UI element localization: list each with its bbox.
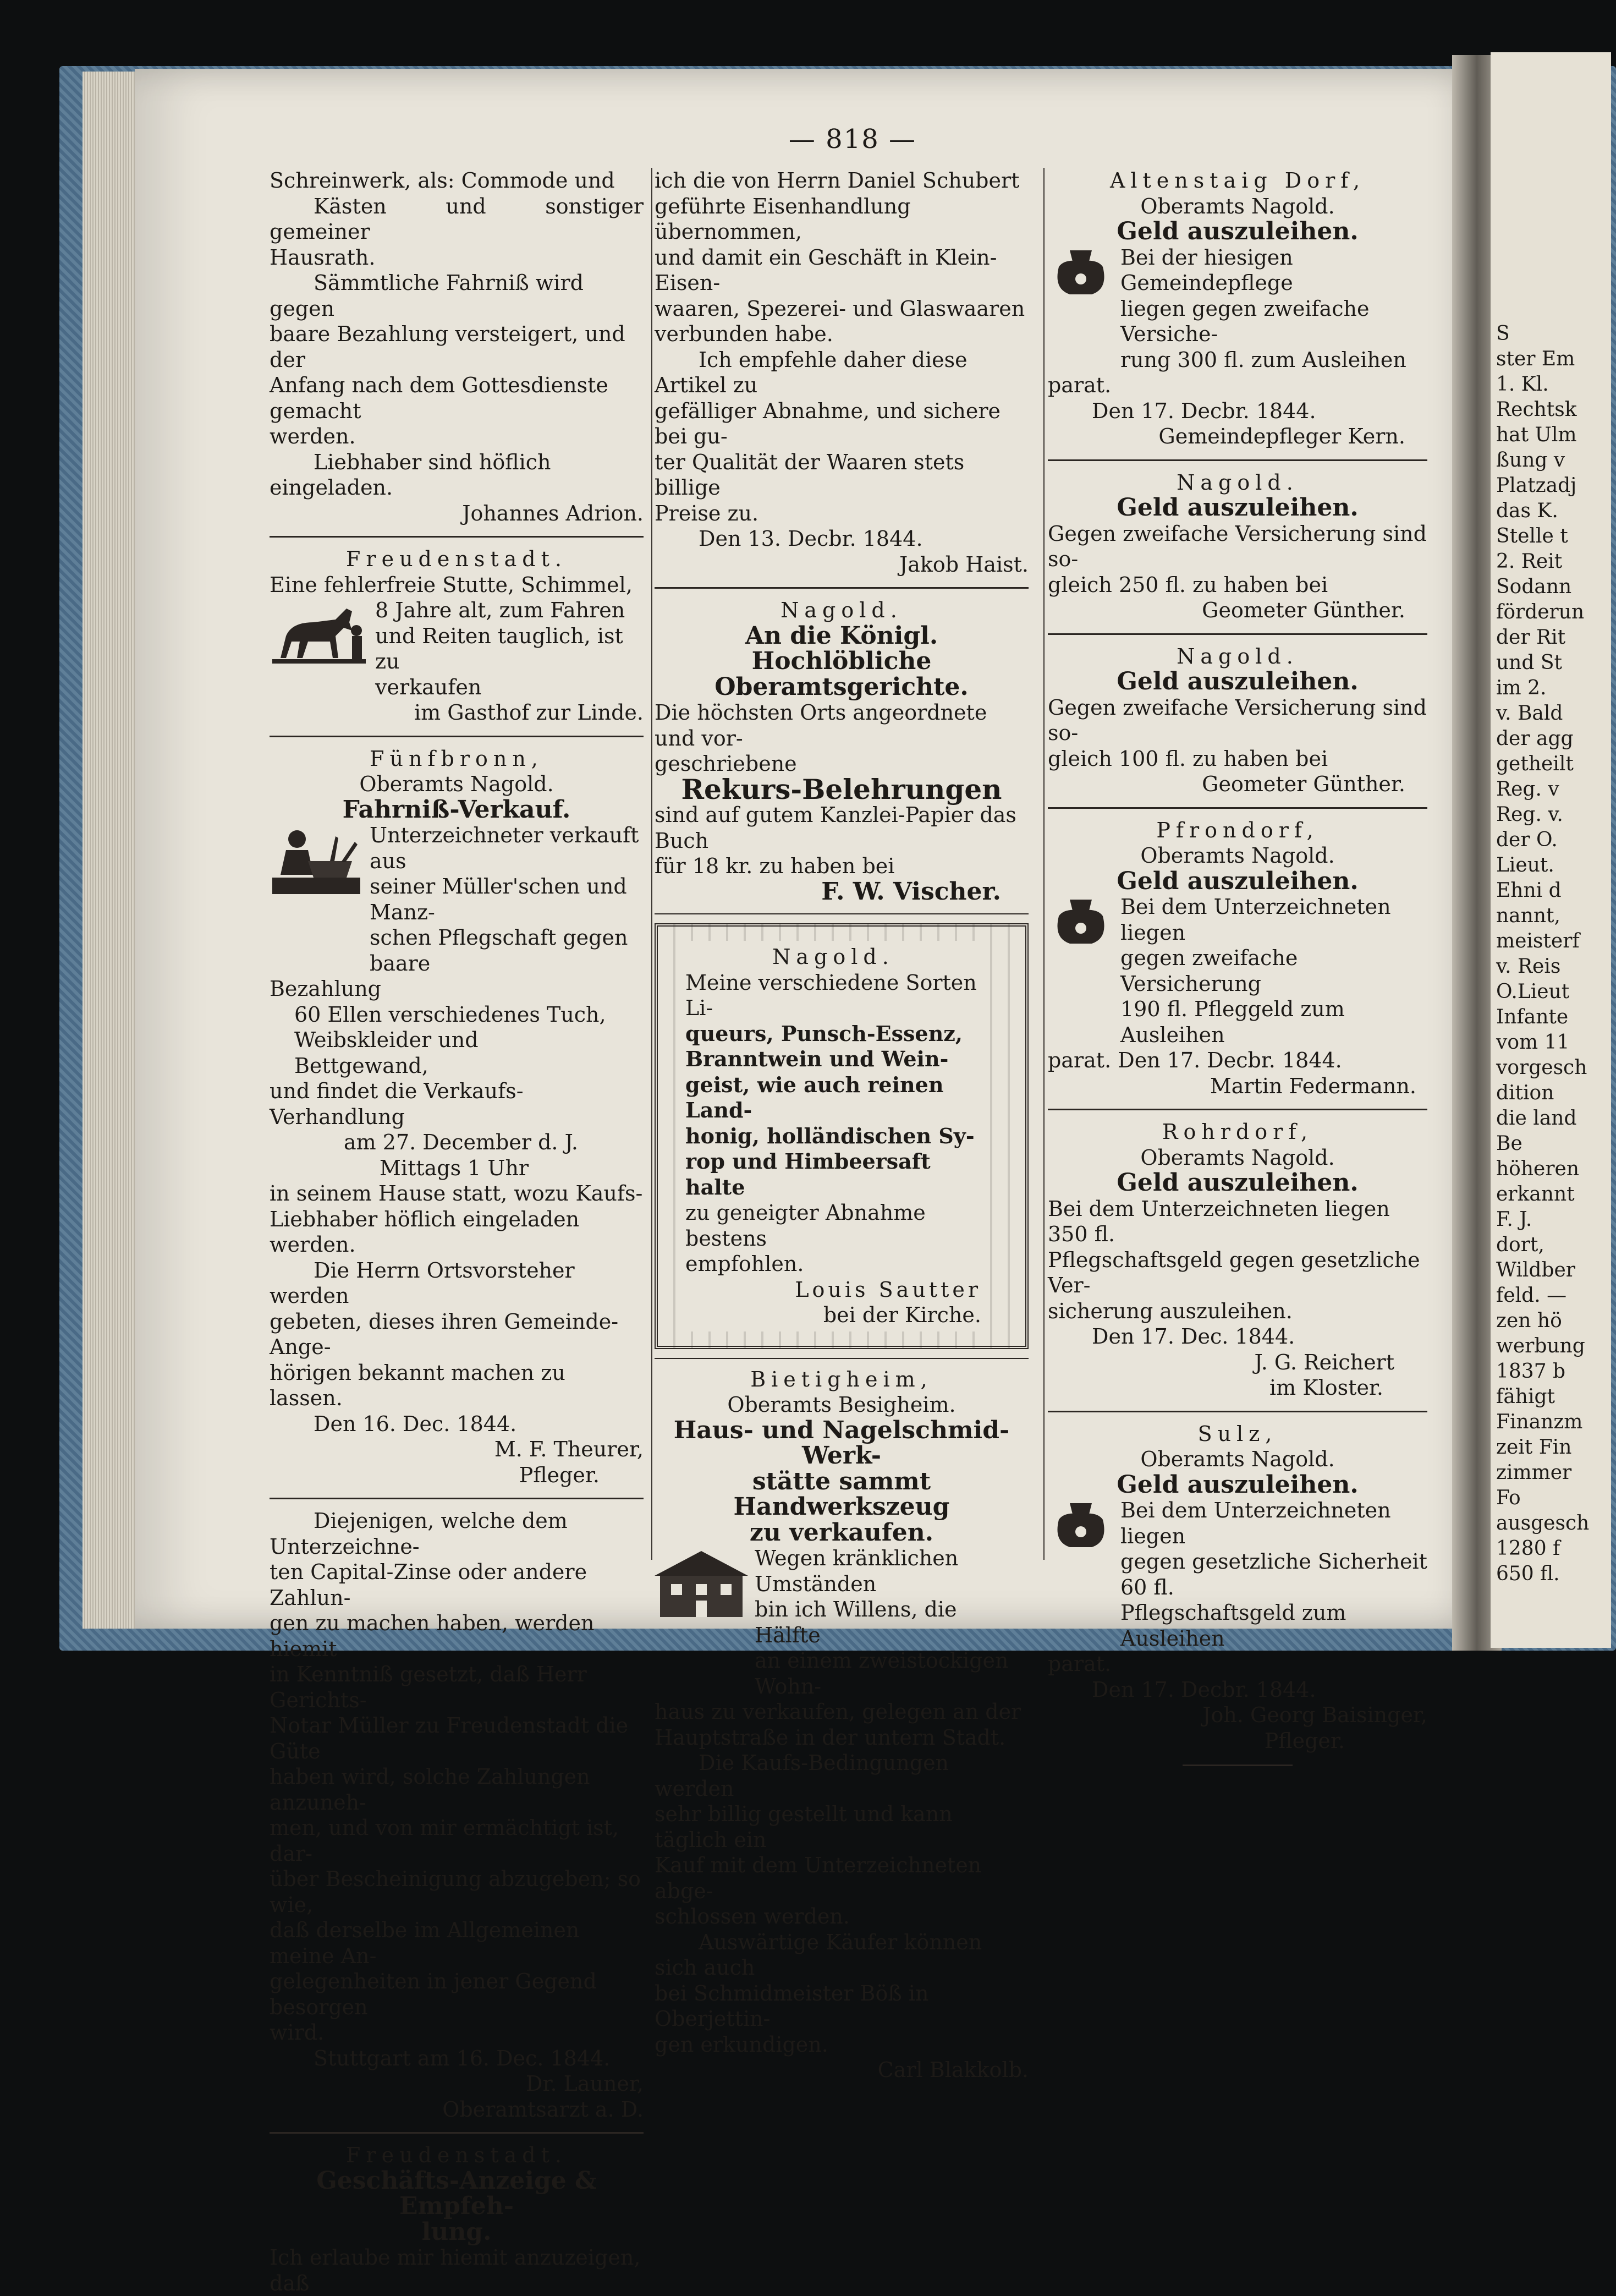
ad-place: Sulz, (1197, 1421, 1278, 1446)
divider (270, 736, 644, 737)
facing-page-fragment: Fo (1496, 1487, 1521, 1509)
text-line: gegen gesetzliche Sicherheit 60 fl. (1120, 1549, 1427, 1599)
text-line: Den 13. Decbr. 1844. (699, 527, 923, 551)
facing-page-fragment: Lieut. (1496, 854, 1554, 876)
text-line: gen erkundigen. (655, 2032, 828, 2057)
facing-page-fragment: dort, (1496, 1234, 1544, 1256)
text-line: über Bescheinigung abzugeben; so wie, (270, 1867, 641, 1917)
text-line: Ich empfehle daher diese Artikel zu (655, 347, 968, 397)
facing-page (1491, 52, 1611, 1648)
facing-page-fragment: das K. (1496, 500, 1558, 522)
divider (1048, 1109, 1427, 1110)
text-line: parat. Den 17. Decbr. 1844. (1048, 1048, 1342, 1072)
text-line: rung 300 fl. zum Ausleihen (1120, 347, 1406, 372)
ad-place: Fünfbronn, (370, 746, 543, 771)
ad-title: stätte sammt Handwerkszeug (733, 1467, 950, 1521)
text-line: am 27. December d. J. (344, 1130, 578, 1154)
ad-subplace: Oberamts Nagold. (1140, 1145, 1335, 1170)
ad-body (270, 823, 644, 976)
facing-page-fragment: zimmer (1496, 1461, 1572, 1484)
ad-title: Geld auszuleihen. (1117, 667, 1359, 695)
ad-title: lung. (421, 2217, 492, 2246)
ad-place: Bietigheim, (750, 1367, 933, 1391)
text-line: gleich 100 fl. zu haben bei (1048, 746, 1328, 771)
text-line: geist, wie auch reinen Land- (685, 1072, 944, 1122)
ad-title: zu verkaufen. (749, 1518, 934, 1547)
divider (655, 913, 1029, 914)
facing-page-fragment: 1837 b (1496, 1360, 1566, 1383)
text-line: Branntwein und Wein- (685, 1046, 949, 1071)
ad-title: Oberamtsgerichte. (714, 672, 969, 701)
text-line: Kauf mit dem Unterzeichneten abge- (655, 1853, 982, 1903)
ad-body (655, 1546, 1029, 1699)
text-line: men, und von mir ermächtigt ist, dar- (270, 1816, 619, 1866)
divider (655, 1358, 1029, 1359)
text-line: Den 17. Decbr. 1844. (1092, 1677, 1316, 1702)
ad-text (375, 598, 644, 700)
facing-page-fragment: Reg. v (1496, 778, 1559, 801)
facing-page-fragment: erkannt (1496, 1183, 1575, 1205)
text-line: in seinem Hause statt, wozu Kaufs- (270, 1181, 643, 1205)
text-line: Auswärtige Käufer können sich auch (655, 1930, 982, 1980)
text-line: baare Bezahlung versteigert, und der (270, 322, 625, 372)
facing-page-fragment: getheilt (1496, 753, 1574, 775)
text-line: Stuttgart am 16. Dec. 1844. (314, 2046, 611, 2070)
facing-page-fragment: Infante (1496, 1006, 1569, 1028)
ad-place: Pfrondorf, (1156, 818, 1319, 842)
text-line: sind auf gutem Kanzlei-Papier das Buch (655, 803, 1016, 853)
facing-page-fragment: hat Ulm (1496, 424, 1577, 446)
facing-page-fragment: Be (1496, 1132, 1522, 1155)
text-line: Ich erlaube mir hiemit anzuzeigen, daß (270, 2245, 641, 2295)
text-line: gelegenheiten in jener Gegend besorgen (270, 1969, 597, 2019)
text-line: bei Schmidmeister Böß in Oberjettin- (655, 1981, 929, 2031)
ad-body (1048, 245, 1427, 373)
text-line: und damit ein Geschäft in Klein-Eisen- (655, 245, 997, 295)
facing-page-fragment: v. Reis (1496, 955, 1561, 978)
facing-page-fragment: O.Lieut (1496, 980, 1570, 1003)
text-line: Notar Müller zu Freudenstadt die Güte (270, 1713, 629, 1763)
facing-page-fragment: ausgesch (1496, 1512, 1590, 1535)
ad-place: Rohrdorf, (1162, 1120, 1313, 1144)
ad-place: Nagold. (1177, 644, 1299, 668)
text-line: Den 17. Decbr. 1844. (1092, 398, 1316, 423)
text-line: queurs, Punsch-Essenz, (685, 1021, 963, 1046)
ad-place: Freudenstadt. (346, 2143, 567, 2167)
text-line: werden. (270, 424, 356, 448)
facing-page-fragment: Sodann (1496, 576, 1572, 598)
ad-headline: Rekurs-Belehrungen (681, 772, 1002, 805)
ad-text (1120, 245, 1427, 373)
text-line: Bei der hiesigen Gemeindepflege (1120, 245, 1293, 295)
ad-body (270, 598, 644, 700)
facing-page-fragment: werbung (1496, 1335, 1585, 1357)
facing-page-fragment: Finanzm (1496, 1411, 1583, 1433)
text-line: hörigen bekannt machen zu lassen. (270, 1360, 565, 1410)
facing-page-fragment: dition (1496, 1082, 1554, 1104)
ad-text (1120, 1498, 1427, 1651)
text-line: Pflegschaftsgeld gegen gesetzliche Ver- (1048, 1247, 1420, 1297)
facing-page-fragment: v. Bald (1496, 702, 1563, 725)
facing-page-fragment: 1. Kl. (1496, 373, 1549, 396)
text-line: und findet die Verkaufs-Verhandlung (270, 1079, 524, 1129)
text-line: gebeten, dieses ihren Gemeinde-Ange- (270, 1309, 619, 1359)
divider (270, 536, 644, 538)
divider (270, 1498, 644, 1499)
signature: Geometer Günther. (1202, 772, 1405, 796)
text-line: honig, holländischen Sy- (685, 1123, 975, 1148)
craftsman-icon (270, 823, 363, 976)
facing-page-fragment: fähigt (1496, 1385, 1555, 1408)
text-line: Meine verschiedene Sorten Li- (685, 970, 977, 1020)
divider (1048, 807, 1427, 809)
signature: Carl Blakkolb. (877, 2058, 1029, 2082)
signature: Gemeindepfleger Kern. (1158, 424, 1405, 448)
ad-title: Haus- und Nagelschmid-Werk- (673, 1416, 1010, 1470)
money-bag-icon (1048, 1498, 1114, 1651)
signature: bei der Kirche. (823, 1303, 981, 1327)
text-line: Liebhaber sind höflich eingeladen. (270, 450, 551, 500)
facing-page-fragment: zen hö (1496, 1309, 1562, 1332)
divider (1048, 633, 1427, 635)
facing-page-fragment: im 2. (1496, 677, 1547, 699)
facing-page-fragment: vorgesch (1496, 1056, 1587, 1079)
ad-text (1120, 894, 1427, 1048)
money-bag-icon (1048, 245, 1114, 373)
facing-page-fragment: feld. — (1496, 1284, 1567, 1307)
text-line: liegen gegen zweifache Versiche- (1120, 296, 1370, 346)
text-line: Bettgewand, (294, 1053, 428, 1078)
text-line: Bezahlung (270, 977, 381, 1001)
text-line: Eine fehlerfreie Stutte, Schimmel, (270, 572, 633, 597)
signature: J. G. Reichert (1254, 1350, 1394, 1374)
money-bag-icon (1048, 894, 1114, 1048)
text-line: parat. (1048, 373, 1112, 397)
facing-page-fragment: die land (1496, 1107, 1577, 1130)
text-line: gen zu machen haben, werden hiemit (270, 1611, 595, 1661)
facing-page-fragment: 2. Reit (1496, 550, 1563, 573)
text-line: Weibskleider und (294, 1028, 479, 1052)
ad-subplace: Oberamts Nagold. (359, 772, 554, 796)
text-line: daß derselbe im Allgemeinen meine An- (270, 1918, 580, 1968)
text-line: Kästen und sonstiger gemeiner (270, 194, 644, 244)
ad-title: Geld auszuleihen. (1117, 217, 1359, 245)
facing-page-fragment: Ehni d (1496, 879, 1562, 902)
text-line: zu geneigter Abnahme bestens (685, 1201, 926, 1251)
text-line: schlossen werden. (655, 1904, 850, 1928)
signature: im Kloster. (1269, 1376, 1383, 1400)
text-line: sicherung auszuleihen. (1048, 1298, 1293, 1323)
column-rule (651, 168, 652, 1560)
text-line: Bei dem Unterzeichneten liegen (1120, 895, 1391, 945)
text-line: Liebhaber höflich eingeladen werden. (270, 1207, 580, 1257)
ad-title: Geld auszuleihen. (1117, 1470, 1359, 1499)
text-line: und Reiten tauglich, ist zu (375, 623, 623, 673)
facing-page-fragment: Platzadj (1496, 474, 1577, 497)
column-rule (1043, 168, 1045, 1560)
facing-page-fragment: meisterf (1496, 930, 1580, 952)
divider (655, 587, 1029, 589)
text-line: Hauptstraße in der untern Stadt. (655, 1725, 1006, 1750)
text-line: Wegen kränklichen Umständen (755, 1546, 959, 1596)
text-line: Diejenigen, welche dem Unterzeichne- (270, 1509, 568, 1559)
text-line: in Kenntniß gesetzt, daß Herr Gerichts- (270, 1662, 587, 1712)
ad-title: An die Königl. Hochlöbliche (745, 621, 938, 675)
text-line: schen Pflegschaft gegen baare (370, 925, 628, 976)
text-line: wird. (270, 2020, 325, 2045)
signature: Pfleger. (1264, 1728, 1345, 1753)
text-line: geführte Eisenhandlung übernommen, (655, 194, 911, 244)
ad-text (755, 1546, 1029, 1699)
signature: Louis Sautter (795, 1277, 981, 1302)
signature: Pfleger. (519, 1462, 600, 1487)
signature: Joh. Georg Baisinger, (1202, 1703, 1427, 1727)
text-line: haben wird, solche Zahlungen anzuneh- (270, 1765, 590, 1815)
facing-page-fragment: F. J. (1496, 1208, 1532, 1231)
facing-page-fragment: Wildber (1496, 1259, 1575, 1281)
facing-page-fragment: der O. (1496, 829, 1558, 851)
text-line: im Gasthof zur Linde. (414, 700, 644, 725)
signature: Dr. Launer, (525, 2072, 644, 2096)
text-line: Sämmtliche Fahrniß wird gegen (270, 271, 584, 321)
ad-subplace: Oberamts Nagold. (1140, 194, 1335, 218)
text-line: ich die von Herrn Daniel Schubert (655, 168, 1020, 193)
text-line: Pflegschaftsgeld zum Ausleihen (1120, 1601, 1346, 1651)
column-2 (655, 168, 1029, 2083)
text-line: Schreinwerk, als: Commode und (270, 168, 615, 193)
text-line: waaren, Spezerei- und Glaswaaren (655, 296, 1025, 321)
signature: Jakob Haist. (899, 552, 1029, 577)
ad-place: Freudenstadt. (346, 547, 567, 571)
ad-place: Nagold. (1177, 470, 1299, 495)
text-line: an einem zweistockigen Wohn- (755, 1648, 1009, 1698)
signature: Martin Federmann. (1210, 1073, 1416, 1098)
text-line: für 18 kr. zu haben bei (655, 854, 895, 878)
facing-page-fragment: Stelle t (1496, 525, 1568, 547)
text-line: Gegen zweifache Versicherung sind so- (1048, 521, 1427, 571)
ad-subplace: Oberamts Nagold. (1140, 1447, 1335, 1471)
signature: M. F. Theurer, (494, 1437, 644, 1461)
facing-page-fragment: nannt, (1496, 905, 1560, 927)
text-line: gegen zweifache Versicherung (1120, 946, 1298, 996)
ad-title: Geschäfts-Anzeige & Empfeh- (316, 2166, 597, 2220)
text-line: verkaufen (375, 675, 482, 699)
divider (1048, 459, 1427, 461)
facing-page-fragment: ßung v (1496, 449, 1565, 472)
text-line: ten Capital-Zinse oder andere Zahlun- (270, 1560, 587, 1610)
column-1 (270, 168, 644, 2296)
text-line: Gegen zweifache Versicherung sind so- (1048, 695, 1427, 745)
signature: Geometer Günther. (1202, 598, 1405, 622)
ad-subplace: Oberamts Besigheim. (727, 1393, 956, 1417)
divider (270, 2132, 644, 2134)
text-line: seiner Müller'schen und Manz- (370, 874, 627, 924)
text-line: Den 17. Dec. 1844. (1092, 1324, 1295, 1349)
facing-page-fragment: Reg. v. (1496, 803, 1563, 826)
ad-subplace: Oberamts Nagold. (1140, 843, 1335, 868)
text-line: Hausrath. (270, 245, 376, 270)
text-line: ter Qualität der Waaren stets billige (655, 450, 965, 500)
text-line: geschriebene (655, 752, 797, 776)
text-line: Unterzeichneter verkauft aus (370, 823, 639, 873)
text-line: Den 16. Dec. 1844. (314, 1411, 517, 1436)
text-line: empfohlen. (685, 1252, 804, 1276)
text-line: sehr billig gestellt und kann täglich ein (655, 1802, 953, 1852)
text-line: 60 Ellen verschiedenes Tuch, (294, 1002, 606, 1027)
facing-page-fragment: zeit Fin (1496, 1436, 1572, 1459)
text-line: Die höchsten Orts angeordnete und vor- (655, 700, 987, 750)
facing-page-fragment: förderun (1496, 601, 1585, 623)
divider (1048, 1411, 1427, 1412)
facing-page-fragment: höheren (1496, 1158, 1580, 1180)
ad-title: Fahrniß-Verkauf. (342, 795, 571, 824)
facing-page-fragment: 650 fl. (1496, 1563, 1560, 1585)
end-rule (1183, 1765, 1293, 1766)
facing-page-fragment: Rechtsk (1496, 398, 1577, 421)
text-line: 8 Jahre alt, zum Fahren (375, 598, 625, 622)
signature: Johannes Adrion. (462, 501, 644, 525)
house-icon (655, 1546, 748, 1699)
facing-page-fragment: 1280 f (1496, 1537, 1560, 1560)
column-3 (1048, 168, 1427, 1766)
ad-place: Nagold. (780, 598, 903, 622)
ad-body (1048, 1498, 1427, 1651)
ornamental-frame (655, 923, 1029, 1349)
ad-title: Geld auszuleihen. (1117, 867, 1359, 895)
ad-body (1048, 894, 1427, 1048)
text-line: Bei dem Unterzeichneten liegen (1120, 1498, 1391, 1548)
text-line: gefälliger Abnahme, und sichere bei gu- (655, 398, 1001, 448)
text-line: haus zu verkaufen, gelegen an der (655, 1700, 1021, 1724)
text-line: gleich 250 fl. zu haben bei (1048, 572, 1328, 597)
text-line: 190 fl. Pfleggeld zum Ausleihen (1120, 997, 1345, 1047)
text-line: Mittags 1 Uhr (380, 1155, 529, 1180)
text-line: Bei dem Unterzeichneten liegen 350 fl. (1048, 1196, 1390, 1246)
text-line: rop und Himbeersaft halte (685, 1149, 931, 1199)
facing-page-fragment: ster Em (1496, 348, 1575, 370)
facing-page-fragment: und St (1496, 651, 1562, 674)
text-line: Anfang nach dem Gottesdienste gemacht (270, 373, 608, 423)
facing-page-fragment: vom 11 (1496, 1031, 1570, 1054)
horse-icon (270, 598, 369, 700)
text-line: parat. (1048, 1652, 1112, 1676)
page-number: — 818 — (788, 124, 917, 155)
facing-page-fragment: S (1496, 322, 1510, 345)
signature: Oberamtsarzt a. D. (442, 2097, 644, 2122)
ad-place: Nagold. (772, 945, 894, 969)
ad-text (370, 823, 644, 976)
text-line: bin ich Willens, die Hälfte (755, 1597, 957, 1647)
frame-content (680, 941, 987, 1331)
text-line: Preise zu. (655, 501, 759, 525)
ad-title: Geld auszuleihen. (1117, 494, 1359, 522)
facing-page-fragment: der Rit (1496, 626, 1566, 649)
text-line: Die Herrn Ortsvorsteher werden (270, 1258, 575, 1308)
ad-place: Altenstaig Dorf, (1109, 168, 1366, 193)
facing-page-fragment: der agg (1496, 727, 1574, 750)
text-line: Die Kaufs-Bedingungen werden (655, 1751, 949, 1801)
ad-title: Geld auszuleihen. (1117, 1169, 1359, 1197)
text-line: verbunden habe. (655, 322, 833, 346)
signature: F. W. Vischer. (821, 877, 1001, 906)
